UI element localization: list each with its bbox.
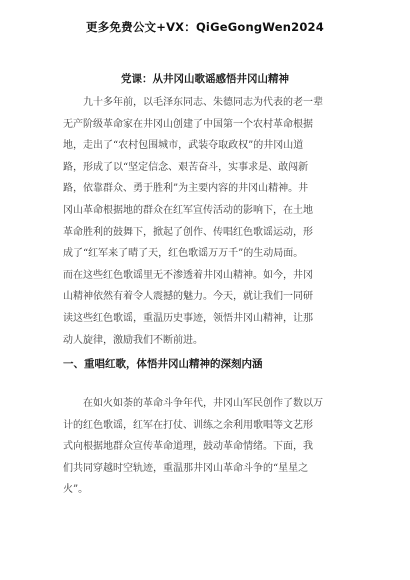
paragraph-line: 成了“红军来了晴了天，红色歌谣万万千”的生动局面。 — [63, 248, 304, 260]
document-title: 党课：从井冈山歌谣感悟井冈山精神 — [121, 73, 289, 85]
paragraph-line: 们共同穿越时空轨迹，重温那井冈山革命斗争的“星星之 — [63, 462, 309, 474]
paragraph-line: 山精神依然有着令人震撼的魅力。今天，就让我们一同研 — [63, 291, 313, 303]
paragraph-line: 火”。 — [63, 484, 89, 496]
section-heading: 一、重唱红歌，体悟井冈山精神的深刻内涵 — [63, 358, 263, 370]
paragraph-line: 九十多年前，以毛泽东同志、朱德同志为代表的老一辈 — [83, 97, 323, 108]
paragraph-line: 动人旋律，激励我们不断前进。 — [63, 334, 203, 346]
paragraph-line: 地，走出了“农村包围城市，武装夺取政权”的井冈山道 — [63, 140, 304, 152]
paragraph-line: 式向根据地群众宣传革命道理，鼓动革命情绪。下面，我 — [63, 441, 313, 453]
paragraph-line: 无产阶级革命家在井冈山创建了中国第一个农村革命根据 — [63, 118, 313, 130]
section-paragraph — [63, 393, 348, 501]
paragraph-line: 读这些红色歌谣，重温历史事迹，领悟井冈山精神，让那 — [63, 312, 313, 324]
paragraph-line: 而在这些红色歌谣里无不渗透着井冈山精神。如今，井冈 — [63, 269, 313, 281]
paragraph-line: 冈山革命根据地的群众在红军宣传活动的影响下，在土地 — [63, 204, 313, 216]
paragraph-line: 路，依靠群众、勇于胜利”为主要内容的井冈山精神。井 — [63, 183, 309, 195]
paragraph-line: 计的红色歌谣，红军在打仗、训练之余利用歌唱等文艺形 — [63, 419, 313, 431]
paragraph-line: 革命胜利的鼓舞下，掀起了创作、传唱红色歌谣运动，形 — [63, 226, 313, 238]
paragraph-line: 在如火如荼的革命斗争年代，井冈山军民创作了数以万 — [83, 398, 323, 409]
intro-paragraph — [63, 92, 348, 351]
paragraph-line: 路，形成了以“坚定信念、艰苦奋斗，实事求是、敢闯新 — [63, 161, 309, 173]
promo-header: 更多免费公文+VX：QiGeGongWen2024 — [86, 20, 324, 34]
